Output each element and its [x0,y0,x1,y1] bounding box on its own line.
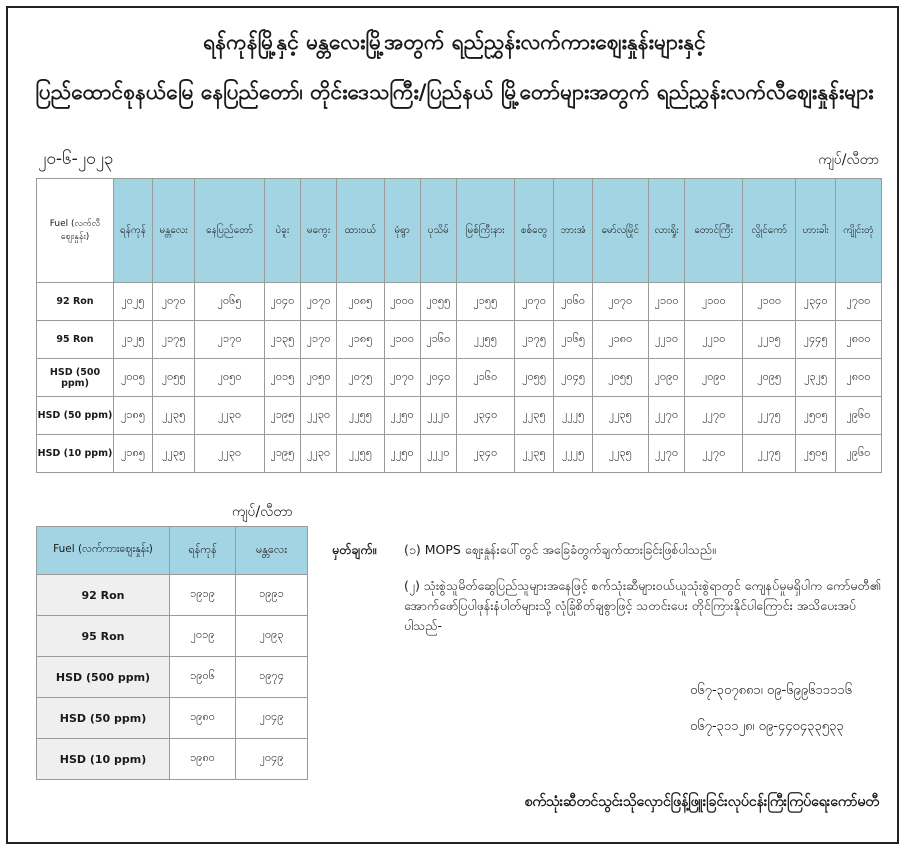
price-cell: ၂၁၂၅ [114,321,153,359]
price-cell: ၂၀၂၅ [114,283,153,321]
price-cell: ၂၂၃၀ [301,397,337,435]
fuel-type-cell: HSD (50 ppm) [37,698,170,739]
city-header: ဘားအံ [554,179,592,283]
price-cell: ၁၉၇၄ [236,657,308,698]
price-cell: ၂၁၉၅ [264,397,300,435]
city-header: ထားဝယ် [337,179,384,283]
price-cell: ၂၀၉၃ [236,616,308,657]
price-cell: ၂၀၄၀ [420,359,456,397]
city-header: ရန်ကုန် [170,527,236,575]
wholesale-price-table [36,526,308,780]
city-header: မန္တလေး [152,179,194,283]
price-cell: ၂၂၃၅ [514,435,554,473]
price-cell: ၂၂၂၅ [554,397,592,435]
note-1: (၁) MOPS ဈေးနှုန်းပေါ်တွင် အခြေခံတွက်ချက်ထားခြင်းဖြစ်ပါသည်။ [404,542,716,557]
price-cell: ၂၀၅၅ [514,359,554,397]
title-line-2: ပြည်ထောင်စုနယ်မြေ နေပြည်တော်၊ တိုင်းဒေသကြီး/ပြည်နယ် မြို့တော်များအတွက် ရည်ညွှန်းလက်လီဈေးနှုန်းများ [35,80,874,104]
price-cell: ၂၂၇၅ [743,397,796,435]
price-cell: ၂၀၀၅ [114,359,153,397]
price-cell: ၂၅၀၅ [796,397,836,435]
price-cell: ၂၁၈၅ [114,397,153,435]
city-header: ပဲခူး [264,179,300,283]
price-cell: ၁၉၈၀ [170,739,236,780]
price-cell: ၂၁၇၀ [195,321,265,359]
price-cell: ၂၃၄၀ [456,397,514,435]
price-cell: ၂၂၃၅ [592,435,648,473]
price-cell: ၂၂၇၅ [743,435,796,473]
price-cell: ၂၂၇၀ [685,435,743,473]
price-cell: ၂၂၃၀ [301,435,337,473]
city-header: မုံရွာ [384,179,420,283]
price-cell: ၂၁၆၀ [420,321,456,359]
price-cell: ၂၂၅၅ [456,321,514,359]
city-header: မကွေး [301,179,337,283]
table-row [37,321,882,359]
price-cell: ၂၂၇၀ [648,435,685,473]
price-cell: ၂၀၆၅ [195,283,265,321]
table-row [37,575,308,616]
price-cell: ၂၃၄၀ [796,283,836,321]
table-row [37,435,882,473]
fuel-header: Fuel (လက်လီဈေးနှုန်း) [37,179,114,283]
price-cell: ၂၀၆၀ [554,283,592,321]
price-cell: ၂၁၅၅ [456,283,514,321]
retail-header-row [37,179,882,283]
table-row [37,616,308,657]
price-cell: ၁၉၁၉ [170,575,236,616]
price-cell: ၂၁၀၀ [648,283,685,321]
fuel-type-cell: HSD (10 ppm) [37,435,114,473]
price-cell: ၂၂၂၀ [420,397,456,435]
price-cell: ၂၁၇၀ [301,321,337,359]
price-cell: ၁၉၈၀ [170,698,236,739]
table-row [37,657,308,698]
price-cell: ၂၂၃၅ [514,397,554,435]
price-cell: ၂၃၂၅ [796,359,836,397]
price-cell: ၂၁၈၅ [114,435,153,473]
price-cell: ၂၂၅၀ [384,397,420,435]
table-row [37,397,882,435]
table-row [37,359,882,397]
price-cell: ၂၀၅၅ [152,359,194,397]
fuel-type-cell: HSD (500 ppm) [37,359,114,397]
price-cell: ၂၀၇၀ [152,283,194,321]
price-cell: ၂၃၄၀ [456,435,514,473]
price-cell: ၂၀၄၉ [236,739,308,780]
price-cell: ၂၉၆၀ [835,397,881,435]
price-cell: ၂၀၇၀ [514,283,554,321]
fuel-type-cell: 95 Ron [37,321,114,359]
fuel-header: Fuel (လက်ကားဈေးနှုန်း) [37,527,170,575]
price-cell: ၂၂၅၅ [337,435,384,473]
price-cell: ၂၉၆၀ [835,435,881,473]
price-cell: ၂၁၇၅ [514,321,554,359]
price-cell: ၂၁၀၀ [384,321,420,359]
price-cell: ၂၅၀၅ [796,435,836,473]
price-cell: ၂၁၀၀ [743,283,796,321]
price-cell: ၂၀၅၀ [195,359,265,397]
fuel-type-cell: 95 Ron [37,616,170,657]
price-cell: ၁၉၉၁ [236,575,308,616]
price-cell: ၂၀၇၅ [337,359,384,397]
price-cell: ၂၂၂၅ [554,435,592,473]
city-header: စစ်တွေ [514,179,554,283]
wholesale-header-row [37,527,308,575]
retail-unit: ကျပ်/လီတာ [818,152,879,168]
fuel-type-cell: 92 Ron [37,575,170,616]
price-cell: ၂၀၈၅ [337,283,384,321]
price-cell: ၂၀၅၀ [301,359,337,397]
price-cell: ၂၂၇၀ [648,397,685,435]
price-cell: ၂၀၇၀ [301,283,337,321]
price-cell: ၂၂၃၅ [592,397,648,435]
contact-phone-1: ၀၆၇-၃၀၇၈၈၁၊ ၀၉-၆၉၉၆၁၁၁၁၆ [690,683,853,698]
city-header: ရန်ကုန် [114,179,153,283]
price-cell: ၂၂၃၅ [152,397,194,435]
city-header: မန္တလေး [236,527,308,575]
note-2: (၂) သုံးစွဲသူမိတ်ဆွေပြည်သူများအနေဖြင့် စက်သုံးဆီများဝယ်ယူသုံးစွဲရာတွင် ကျေနပ်မှုမရှိပါက ကော်မတီ၏ အောက်ဖော်ပြပါဖုန်းနံပါတ်များသို့ လုံခြုံစိတ်ချစွာဖြင့် သတင်းပေး တိုင်ကြားနိုင်ပါကြောင်း အသိပေးအပ်ပါသည်- [404,578,881,633]
city-header: တောင်ကြီး [685,179,743,283]
price-cell: ၂၂၅၀ [384,435,420,473]
table-row [37,698,308,739]
table-row [37,283,882,321]
price-cell: ၂၂၃၅ [152,435,194,473]
fuel-type-cell: HSD (10 ppm) [37,739,170,780]
price-cell: ၂၂၁၀ [648,321,685,359]
title-line-1: ရန်ကုန်မြို့နှင့် မန္တလေးမြို့အတွက် ရည်ညွှန်းလက်ကားဈေးနှုန်းများနှင့် [203,30,706,54]
price-cell: ၂၀၉၅ [743,359,796,397]
notes-label: မှတ်ချက်။ [332,542,377,557]
price-cell: ၂၀၉၀ [685,359,743,397]
price-cell: ၂၁၇၅ [152,321,194,359]
price-cell: ၂၄၄၅ [796,321,836,359]
price-cell: ၂၁၈၅ [337,321,384,359]
city-header: ဟားခါး [796,179,836,283]
city-header: လားရှိုး [648,179,685,283]
city-header: ကျိုင်းတုံ [835,179,881,283]
price-cell: ၂၂၃၀ [195,435,265,473]
price-cell: ၂၈၀၀ [835,359,881,397]
price-cell: ၂၀၅၅ [420,283,456,321]
city-header: လွိုင်ကော် [743,179,796,283]
price-cell: ၂၂၅၅ [337,397,384,435]
wholesale-unit: ကျပ်/လီတာ [232,504,293,520]
retail-price-table [36,178,882,473]
city-header: ပုသိမ် [420,179,456,283]
price-cell: ၂၂၁၅ [743,321,796,359]
price-cell: ၂၇၀၀ [835,283,881,321]
price-cell: ၂၀၇၀ [384,359,420,397]
price-cell: ၂၂၁၀ [685,321,743,359]
price-cell: ၂၀၅၅ [592,359,648,397]
price-cell: ၂၁၈၀ [592,321,648,359]
fuel-type-cell: HSD (500 ppm) [37,657,170,698]
price-cell: ၂၁၀၀ [685,283,743,321]
price-cell: ၁၉၀၆ [170,657,236,698]
fuel-type-cell: 92 Ron [37,283,114,321]
price-cell: ၂၁၉၅ [264,435,300,473]
price-cell: ၂၀၁၅ [264,359,300,397]
price-cell: ၂၀၄၀ [264,283,300,321]
price-cell: ၂၁၆၅ [554,321,592,359]
price-cell: ၂၀၇၀ [592,283,648,321]
city-header: နေပြည်တော် [195,179,265,283]
city-header: မြစ်ကြီးနား [456,179,514,283]
price-cell: ၂၀၄၉ [236,698,308,739]
price-cell: ၂၀၉၀ [648,359,685,397]
price-cell: ၂၁၃၅ [264,321,300,359]
table-row [37,739,308,780]
issuing-committee: စက်သုံးဆီတင်သွင်းသိုလှောင်ဖြန့်ဖြူးခြင်းလုပ်ငန်းကြီးကြပ်ရေးကော်မတီ [524,794,879,810]
price-cell: ၂၂၂၀ [420,435,456,473]
price-cell: ၂၀၀၀ [384,283,420,321]
date: ၂၀-၆-၂၀၂၃ [38,149,114,169]
price-cell: ၂၂၃၀ [195,397,265,435]
price-cell: ၂၀၄၅ [554,359,592,397]
price-cell: ၂၈၀၀ [835,321,881,359]
price-cell: ၂၂၇၀ [685,397,743,435]
fuel-type-cell: HSD (50 ppm) [37,397,114,435]
city-header: မော်လမြိုင် [592,179,648,283]
price-cell: ၂၀၁၉ [170,616,236,657]
price-cell: ၂၁၆၀ [456,359,514,397]
contact-phone-2: ၀၆၇-၃၁၁၂၈၊ ၀၉-၄၄၀၄၃၃၅၃၃ [690,719,844,734]
